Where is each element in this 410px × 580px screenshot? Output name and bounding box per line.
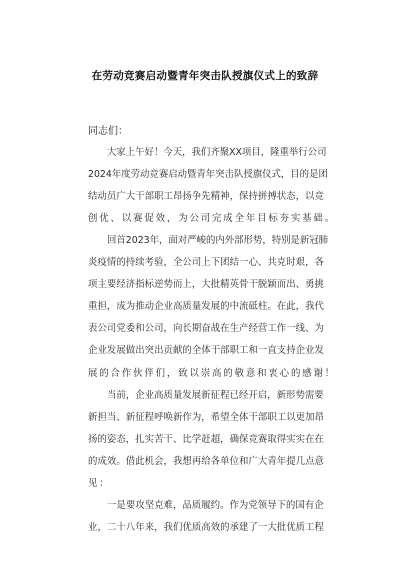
- body-line: 业 ， 二 十 八 年 来 ， 我 们 优 质 高 效 的 承 建 了 一 大 批 优 质 工 程: [88, 521, 324, 533]
- body-line: 重 担 ， 成 为 推 动 企 业 高 质 量 发 展 的 中 流 砥 柱 。 在 此 ， 我 代: [88, 301, 324, 313]
- body-line: 新 担 当 、 新 征 程 呼 唤 新 作 为 ， 希 望 全 体 干 部 职 工 以 更 加 昂: [88, 411, 324, 423]
- body-line: 项 主 要 经 济 指 标 逆 势 而 上 ， 大 批 精 英 骨 干 脱 颖 而 出 、 勇 挑: [88, 279, 324, 291]
- body-line: 当 前 ， 企 业 高 质 量 发 展 新 征 程 已 经 开 启 ， 新 形 势 需 要: [107, 389, 324, 401]
- body-line: 一 是 要 攻 坚 克 难 ， 品 质 履 约 。 作 为 党 领 导 下 的 国 有 企: [107, 499, 324, 511]
- document-title: 在劳动竞赛启动暨青年突击队授旗仪式上的致辞: [91, 70, 319, 82]
- body-line: 2024 年 度 劳 动 竞 赛 启 动 暨 青 年 突 击 队 授 旗 仪 式 ， 目 的 是 团: [88, 169, 328, 181]
- body-line: 表 公 司 党 委 和 公 司 ， 向 长 期 奋 战 在 生 产 经 营 工 作 一 线 、 为: [88, 323, 324, 335]
- body-line: 展的合作伙伴们，致以崇高的敬意和衷心的感谢！: [88, 367, 337, 379]
- body-line: 企 业 发 展 做 出 突 出 贡 献 的 全 体 干 部 职 工 和 一 直 支 持 企 业 发: [88, 345, 324, 357]
- body-line: 炎 疫 情 的 持 续 考 验 ， 全 公 司 上 下 团 结 一 心 、 共 克 时 艰 ， 各: [88, 257, 324, 269]
- body-line: 的 成 效 。 借 此 机 会 ， 我 想 再 给 各 单 位 和 广 大 青 年 提 几 点 意: [88, 455, 324, 467]
- body-line: 见：: [88, 477, 111, 489]
- salutation: 同志们：: [88, 126, 128, 137]
- body-line: 扬 的 姿 态 ， 扎 实 苦 干 、 比 学 赶 超 ， 确 保 竞 赛 取 得 实 实 在 在: [88, 433, 324, 445]
- body-line: 回 首 2023 年 ， 面 对 严 峻 的 内 外 部 形 势 ， 特 别 是 新 冠 肺: [107, 235, 329, 247]
- body-line: 大 家 上 午 好 ！ 今 天 ， 我 们 齐 聚 XX 项 目 ， 隆 重 举 行 公 司: [107, 147, 327, 158]
- body-line: 创优、以赛促效，为公司完成全年目标夯实基础。: [88, 213, 337, 225]
- body-line: 结 动 员 广 大 干 部 职 工 昂 扬 争 先 精 神 ， 保 持 拼 搏 状 态 ， 以 竞: [88, 191, 324, 203]
